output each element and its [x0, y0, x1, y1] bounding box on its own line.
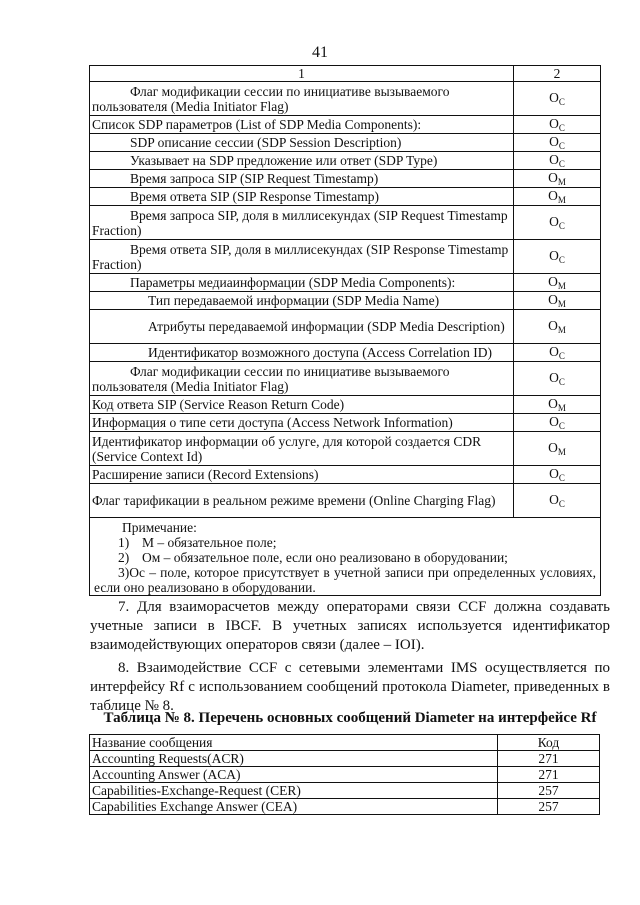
table-row [90, 783, 600, 799]
table-row [90, 751, 600, 767]
field-name: Время запроса SIP, доля в миллисекундах (SIP Request Timestamp Fraction) [90, 206, 514, 240]
message-code: 271 [498, 767, 600, 783]
table-row [90, 310, 601, 344]
field-name: Флаг модификации сессии по инициативе вызываемого пользователя (Media Initiator Flag) [90, 82, 514, 116]
note-title: Примечание: [122, 520, 197, 535]
table-row [90, 82, 601, 116]
field-name: Информация о типе сети доступа (Access Network Information) [90, 414, 514, 432]
body-text [90, 598, 610, 716]
table-row [90, 240, 601, 274]
table-row [90, 799, 600, 815]
field-code: $O_M$ [514, 170, 601, 188]
field-name: Идентификатор информации об услуге, для которой создается CDR (Service Context Id) [90, 432, 514, 466]
message-code: 257 [498, 783, 600, 799]
table-row [90, 414, 601, 432]
field-name: Время запроса SIP (SIP Request Timestamp) [90, 170, 514, 188]
field-name: Расширение записи (Record Extensions) [90, 466, 514, 484]
field-name: Время ответа SIP (SIP Response Timestamp) [90, 188, 514, 206]
table-row [90, 116, 601, 134]
column-header-2: 2 [514, 66, 601, 82]
table-caption: Таблица № 8. Перечень основных сообщений Diameter на интерфейсе Rf [103, 710, 597, 726]
table-row [90, 362, 601, 396]
table-note-row [90, 518, 601, 596]
field-code: $O_C$ [514, 344, 601, 362]
message-name: Capabilities Exchange Answer (CEA) [90, 799, 498, 815]
field-name: Код ответа SIP (Service Reason Return Code) [90, 396, 514, 414]
table-header-row [90, 66, 601, 82]
field-name: Список SDP параметров (List of SDP Media Components): [90, 116, 514, 134]
page-number: 41 [312, 44, 328, 61]
message-code: 271 [498, 751, 600, 767]
field-code: $O_M$ [514, 292, 601, 310]
table-row [90, 396, 601, 414]
table-header-row [90, 735, 600, 751]
column-header-name: Название сообщения [90, 735, 498, 751]
charging-fields-table [89, 65, 601, 596]
field-code: $O_M$ [514, 432, 601, 466]
table-row [90, 432, 601, 466]
field-name: Идентификатор возможного доступа (Access Correlation ID) [90, 344, 514, 362]
column-header-1: 1 [90, 66, 514, 82]
field-name: Параметры медиаинформации (SDP Media Components): [90, 274, 514, 292]
table-row [90, 466, 601, 484]
field-code: $O_C$ [514, 152, 601, 170]
field-code: $O_C$ [514, 134, 601, 152]
note-item: 1) М – обязательное поле; [118, 535, 277, 550]
field-name: Указывает на SDP предложение или ответ (SDP Type) [90, 152, 514, 170]
field-code: $O_C$ [514, 466, 601, 484]
table-row [90, 344, 601, 362]
paragraph-8: 8. Взаимодействие CCF с сетевыми элементами IMS осуществляется по интерфейсу Rf с использованием сообщений протокола Diameter, приведенных в таблице № 8. [90, 660, 610, 714]
field-code: $O_C$ [514, 484, 601, 518]
field-code: $O_M$ [514, 310, 601, 344]
field-name: Атрибуты передаваемой информации (SDP Media Description) [90, 310, 514, 344]
field-code: $O_C$ [514, 116, 601, 134]
table-row [90, 152, 601, 170]
field-code: $O_C$ [514, 362, 601, 396]
message-name: Accounting Requests(ACR) [90, 751, 498, 767]
table-row [90, 134, 601, 152]
table-row [90, 484, 601, 518]
diameter-messages-table [89, 734, 600, 815]
table-row [90, 188, 601, 206]
field-code: $O_C$ [514, 240, 601, 274]
field-code: $O_M$ [514, 274, 601, 292]
table-note [90, 518, 601, 596]
table-row [90, 274, 601, 292]
field-name: Флаг модификации сессии по инициативе вызываемого пользователя (Media Initiator Flag) [90, 362, 514, 396]
field-code: $O_C$ [514, 414, 601, 432]
message-code: 257 [498, 799, 600, 815]
paragraph-7: 7. Для взаиморасчетов между операторами связи CCF должна создавать учетные записи в IBCF. В учетных записях используется идентификатор взаимодействующих операторов связи (далее – IOI). [90, 599, 610, 653]
note-item: 3)Ос – поле, которое присутствует в учетной записи при определенных условиях, если оно реализовано в оборудовании. [94, 565, 596, 595]
field-name: SDP описание сессии (SDP Session Description) [90, 134, 514, 152]
field-code: $O_C$ [514, 206, 601, 240]
table-row [90, 292, 601, 310]
table-row [90, 767, 600, 783]
table-row [90, 206, 601, 240]
field-code: $O_M$ [514, 188, 601, 206]
field-code: $O_M$ [514, 396, 601, 414]
note-item: 2) Ом – обязательное поле, если оно реализовано в оборудовании; [118, 550, 508, 565]
table-row [90, 170, 601, 188]
field-name: Время ответа SIP, доля в миллисекундах (SIP Response Timestamp Fraction) [90, 240, 514, 274]
message-name: Accounting Answer (ACA) [90, 767, 498, 783]
field-code: $O_C$ [514, 82, 601, 116]
message-name: Capabilities-Exchange-Request (CER) [90, 783, 498, 799]
field-name: Флаг тарификации в реальном режиме времени (Online Charging Flag) [90, 484, 514, 518]
column-header-code: Код [498, 735, 600, 751]
field-name: Тип передаваемой информации (SDP Media Name) [90, 292, 514, 310]
